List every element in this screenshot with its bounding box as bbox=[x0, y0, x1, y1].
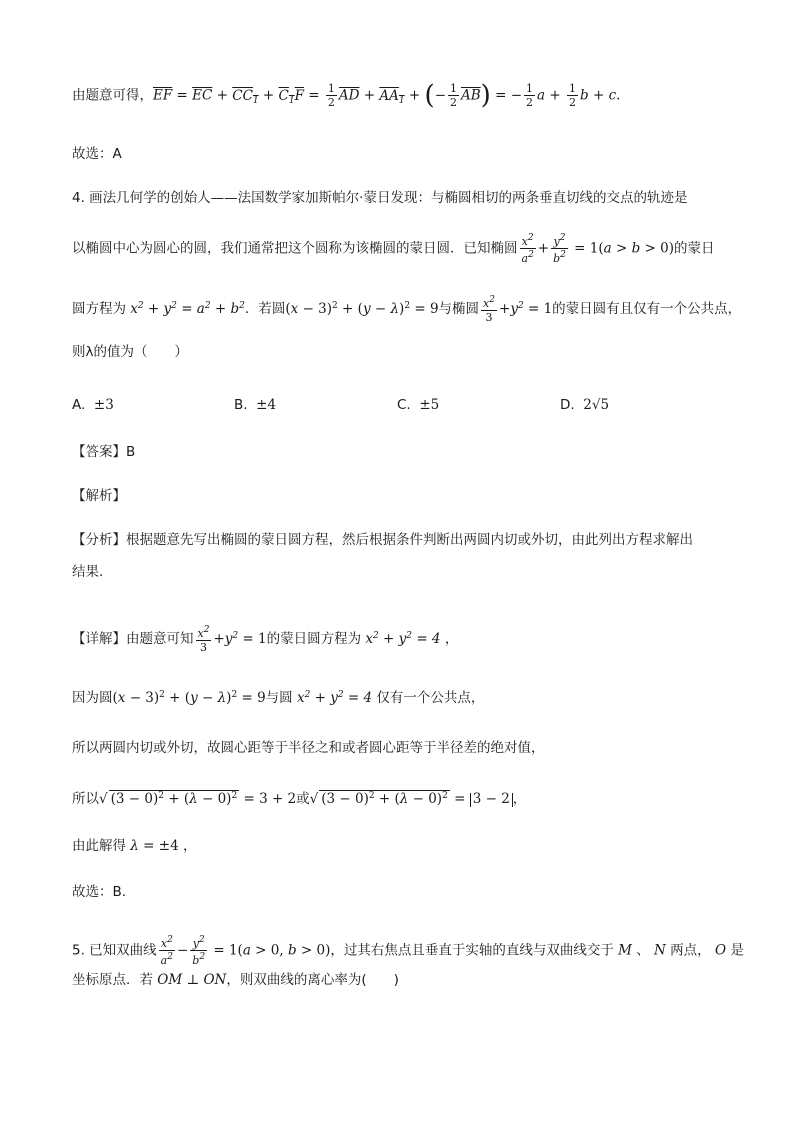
fenxi-line-1: 【分析】根据题意先写出椭圆的蒙日圆方程，然后根据条件判断出两圆内切或外切，由此列出方程求解出 bbox=[72, 532, 693, 548]
q4-line-4: 则λ的值为（ ） bbox=[72, 344, 188, 360]
option-c: C. ±5 bbox=[397, 397, 440, 413]
q5-line-2: 坐标原点．若 OM ⊥ ON，则双曲线的离心率为( ) bbox=[72, 972, 399, 988]
option-a: A. ±3 bbox=[72, 397, 114, 413]
so-line: 所以两圆内切或外切，故圆心距等于半径之和或者圆心距等于半径差的绝对值， bbox=[72, 740, 545, 756]
q4-line-1: 4. 画法几何学的创始人——法国数学家加斯帕尔·蒙日发现：与椭圆相切的两条垂直切线的交点的轨迹是 bbox=[72, 190, 688, 206]
q4-line-2: 以椭圆中心为圆心的圆，我们通常把这个圆称为该椭圆的蒙日圆．已知椭圆 $\frac{x^2}{a^2}$ + $\frac{y^2}{b^2}$ = 1(a > b > 0)的蒙日 bbox=[72, 233, 715, 265]
q4-line-3: 圆方程为 $x^2 + y^2 = a^2 + b^2$．若圆$(x - 3)^2 + (y - \lambda)^2 = 9$与椭圆 $\frac{x^2}{3}$ $+y^2 = 1$的蒙日圆有且仅有一个公共点， bbox=[72, 295, 742, 324]
because-line: 因为圆$(x - 3)^2 + (y - \lambda)^2 = 9$与圆 $x^2 + y^2 = 4$ 仅有一个公共点， bbox=[72, 690, 485, 706]
result-line: 由此解得 λ = ±4 ， bbox=[72, 838, 197, 854]
distance-equation-line: 所以√ $(3 - 0)^2 + (\lambda - 0)^2 = 3 + 2$或√ $(3 - 0)^2 + (\lambda - 0)^2 = 3 - 2$ ， bbox=[72, 791, 527, 807]
option-d: D. 2√5 bbox=[560, 397, 610, 413]
choice-b-line: 故选：B. bbox=[72, 884, 127, 900]
analysis-heading: 【解析】 bbox=[72, 488, 126, 504]
vector-equation-line: 由题意可得，$\overline{EF} = \overline{EC} + CC_1 + C_1F$ = $\frac{1}{2}$ $\overline{AD} + AA_1$ + (− $\frac{1}{2}$ $\overline{AB}$) = − $\frac{1}{2}$ a + $\frac{1}{2}$ b + c. bbox=[72, 80, 621, 111]
q5-line-1: 5. 已知双曲线 $\frac{x^2}{a^2}$ − $\frac{y^2}{b^2}$ = 1(a > 0, b > 0)，过其右焦点且垂直于实轴的直线与双曲线交于 M 、 N 两点， O 是 bbox=[72, 935, 744, 967]
fenxi-line-2: 结果. bbox=[72, 564, 104, 580]
choice-a-line: 故选：A bbox=[72, 146, 122, 162]
lead-text: 由题意可得， bbox=[72, 87, 153, 104]
answer-line: 【答案】B bbox=[72, 444, 136, 460]
option-b: B. ±4 bbox=[234, 397, 277, 413]
xiangjie-line: 【详解】由题意可知 $\frac{x^2}{3}$ $+y^2 = 1$的蒙日圆方程为 $x^2 + y^2 = 4$ ， bbox=[72, 625, 459, 654]
